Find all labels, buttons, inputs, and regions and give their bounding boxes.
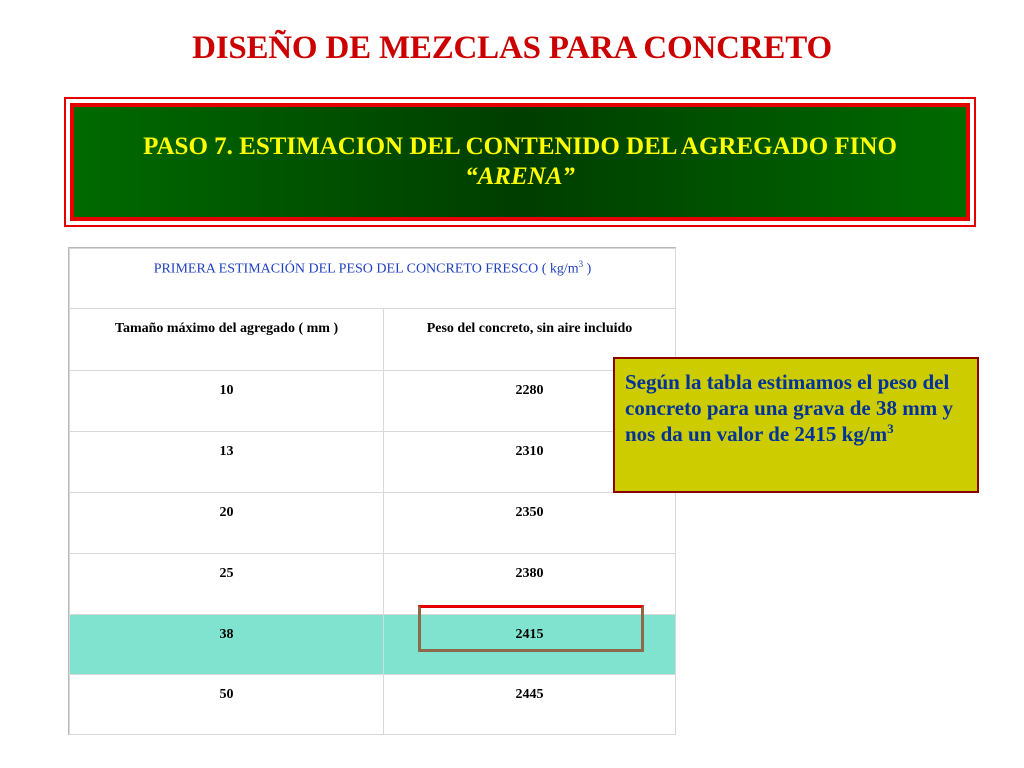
cell-weight: 2310 [384,432,676,493]
cell-weight: 2280 [384,371,676,432]
banner-line-2: “ARENA” [465,163,575,190]
table-row [70,371,676,432]
cell-size: 20 [70,493,384,554]
cell-size: 13 [70,432,384,493]
cell-size: 10 [70,371,384,432]
cell-weight: 2415 [384,615,676,675]
cell-size: 25 [70,554,384,615]
step-banner-inner [70,103,970,221]
table-row [70,432,676,493]
cell-weight: 2380 [384,554,676,615]
banner-line-1: PASO 7. ESTIMACION DEL CONTENIDO DEL AGREGADO FINO [143,133,897,160]
table-row-highlighted [70,615,676,675]
explanation-note: Según la tabla estimamos el peso del concreto para una grava de 38 mm y nos da un valor de 2415 $kg/m^3$ [613,357,979,493]
cell-size: 50 [70,675,384,735]
step-banner [64,97,976,227]
cell-size: 38 [70,615,384,675]
cell-weight: 2350 [384,493,676,554]
table-row [70,675,676,735]
table-row [70,493,676,554]
page-title: DISEÑO DE MEZCLAS PARA CONCRETO [192,30,832,66]
cell-weight: 2445 [384,675,676,735]
column-header-weight: Peso del concreto, sin aire incluido [384,309,676,371]
column-header-size: Tamaño máximo del agregado ( mm ) [70,309,384,371]
table-header: PRIMERA ESTIMACIÓN DEL PESO DEL CONCRETO FRESCO ( $kg/m^3$ ) [70,249,676,309]
table-row [70,554,676,615]
concrete-weight-table [68,247,676,735]
